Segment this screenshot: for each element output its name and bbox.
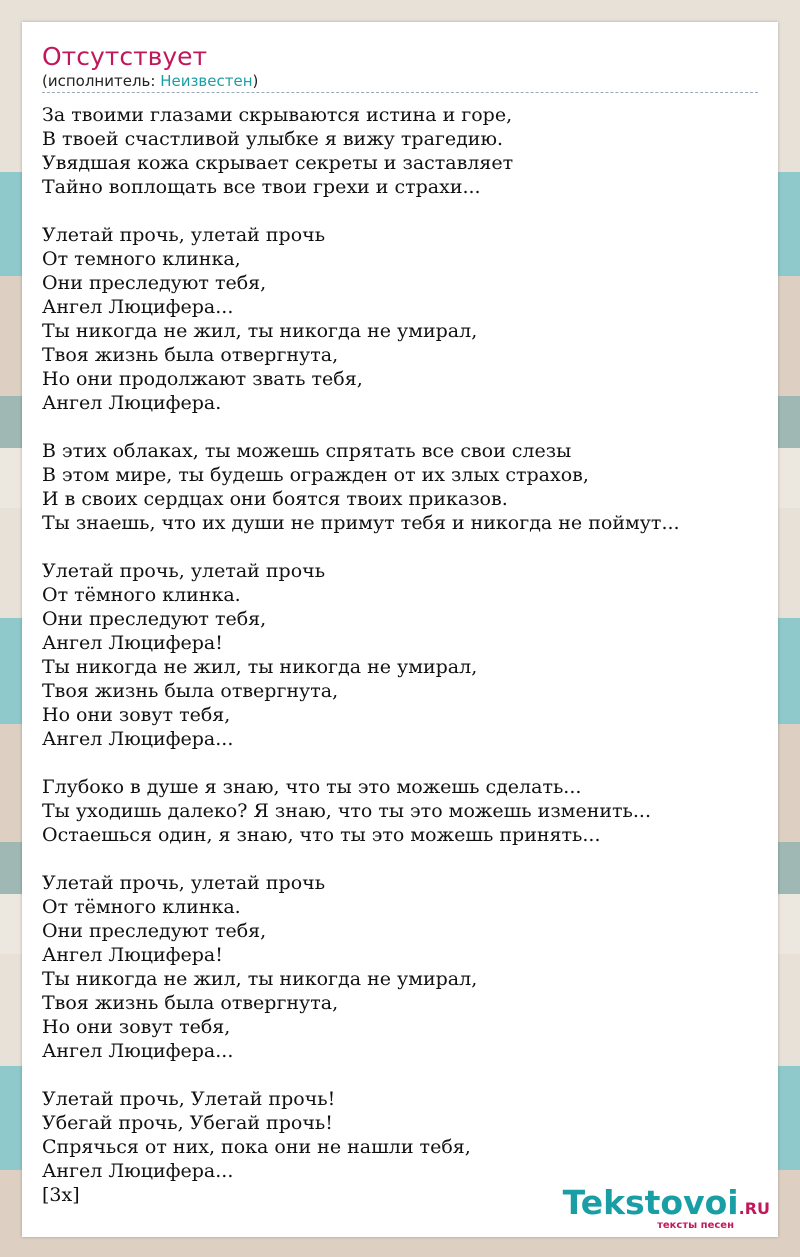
artist-prefix: (исполнитель: [42, 72, 161, 90]
lyrics-line: В этих облаках, ты можешь спрятать все свои слезы [42, 440, 572, 462]
lyrics-line: Увядшая кожа скрывает секреты и заставляет [42, 152, 514, 174]
lyrics-line: Улетай прочь, Улетай прочь! [42, 1088, 336, 1110]
lyrics-line: Ты никогда не жил, ты никогда не умирал, [42, 320, 478, 342]
song-title: Отсутствует [42, 42, 208, 71]
lyrics-line: Ты никогда не жил, ты никогда не умирал, [42, 656, 478, 678]
lyrics-line: Ангел Люцифера. [42, 392, 222, 414]
lyrics-line: Они преследуют тебя, [42, 272, 267, 294]
lyrics-line: Ангел Люцифера... [42, 1160, 234, 1182]
logo-tagline: тексты песен [657, 1220, 734, 1231]
lyrics-line: Убегай прочь, Убегай прочь! [42, 1112, 333, 1134]
lyrics-line: Улетай прочь, улетай прочь [42, 224, 326, 246]
lyrics-line: За твоими глазами скрываются истина и горе, [42, 104, 513, 126]
logo-name: Tekstovoi [562, 1183, 739, 1222]
lyrics-line: Ты уходишь далеко? Я знаю, что ты это можешь изменить... [42, 800, 652, 822]
lyrics-line: Ангел Люцифера! [42, 944, 223, 966]
lyrics-line: В этом мире, ты будешь огражден от их злых страхов, [42, 464, 589, 486]
lyrics-blank-line [42, 415, 758, 439]
lyrics-line: Они преследуют тебя, [42, 608, 267, 630]
lyrics-line: Твоя жизнь была отвергнута, [42, 992, 339, 1014]
artist-suffix: ) [252, 72, 259, 90]
lyrics-line: И в своих сердцах они боятся твоих приказов. [42, 488, 508, 510]
lyrics-blank-line [42, 847, 758, 871]
lyrics-blank-line [42, 199, 758, 223]
lyrics-line: Ангел Люцифера... [42, 1040, 234, 1062]
tekstovoi-logo[interactable] [562, 1183, 770, 1231]
lyrics-text [42, 103, 758, 1207]
lyrics-line: Остаешься один, я знаю, что ты это можешь принять... [42, 824, 601, 846]
lyrics-blank-line [42, 1063, 758, 1087]
lyrics-line: От темного клинка, [42, 248, 241, 270]
artist-line [42, 72, 758, 93]
lyrics-card [22, 22, 778, 1237]
lyrics-line: Но они зовут тебя, [42, 1016, 231, 1038]
lyrics-line: Ангел Люцифера... [42, 728, 234, 750]
lyrics-line: Тайно воплощать все твои грехи и страхи... [42, 176, 481, 198]
lyrics-line: Глубоко в душе я знаю, что ты это можешь сделать... [42, 776, 582, 798]
lyrics-line: Ты знаешь, что их души не примут тебя и никогда не поймут... [42, 512, 680, 534]
lyrics-line: Ангел Люцифера... [42, 296, 234, 318]
lyrics-line: Спрячься от них, пока они не нашли тебя, [42, 1136, 471, 1158]
lyrics-line: Но они зовут тебя, [42, 704, 231, 726]
lyrics-line: В твоей счастливой улыбке я вижу трагедию. [42, 128, 504, 150]
lyrics-line: Они преследуют тебя, [42, 920, 267, 942]
lyrics-line: Ты никогда не жил, ты никогда не умирал, [42, 968, 478, 990]
lyrics-line: Твоя жизнь была отвергнута, [42, 680, 339, 702]
lyrics-blank-line [42, 535, 758, 559]
lyrics-line: [3x] [42, 1184, 80, 1206]
lyrics-line: Твоя жизнь была отвергнута, [42, 344, 339, 366]
lyrics-line: Но они продолжают звать тебя, [42, 368, 363, 390]
lyrics-blank-line [42, 751, 758, 775]
lyrics-line: От тёмного клинка. [42, 896, 241, 918]
lyrics-line: Ангел Люцифера! [42, 632, 223, 654]
logo-tld: .RU [738, 1199, 770, 1218]
artist-link[interactable]: Неизвестен [160, 72, 253, 90]
lyrics-line: От тёмного клинка. [42, 584, 241, 606]
lyrics-line: Улетай прочь, улетай прочь [42, 872, 326, 894]
lyrics-line: Улетай прочь, улетай прочь [42, 560, 326, 582]
